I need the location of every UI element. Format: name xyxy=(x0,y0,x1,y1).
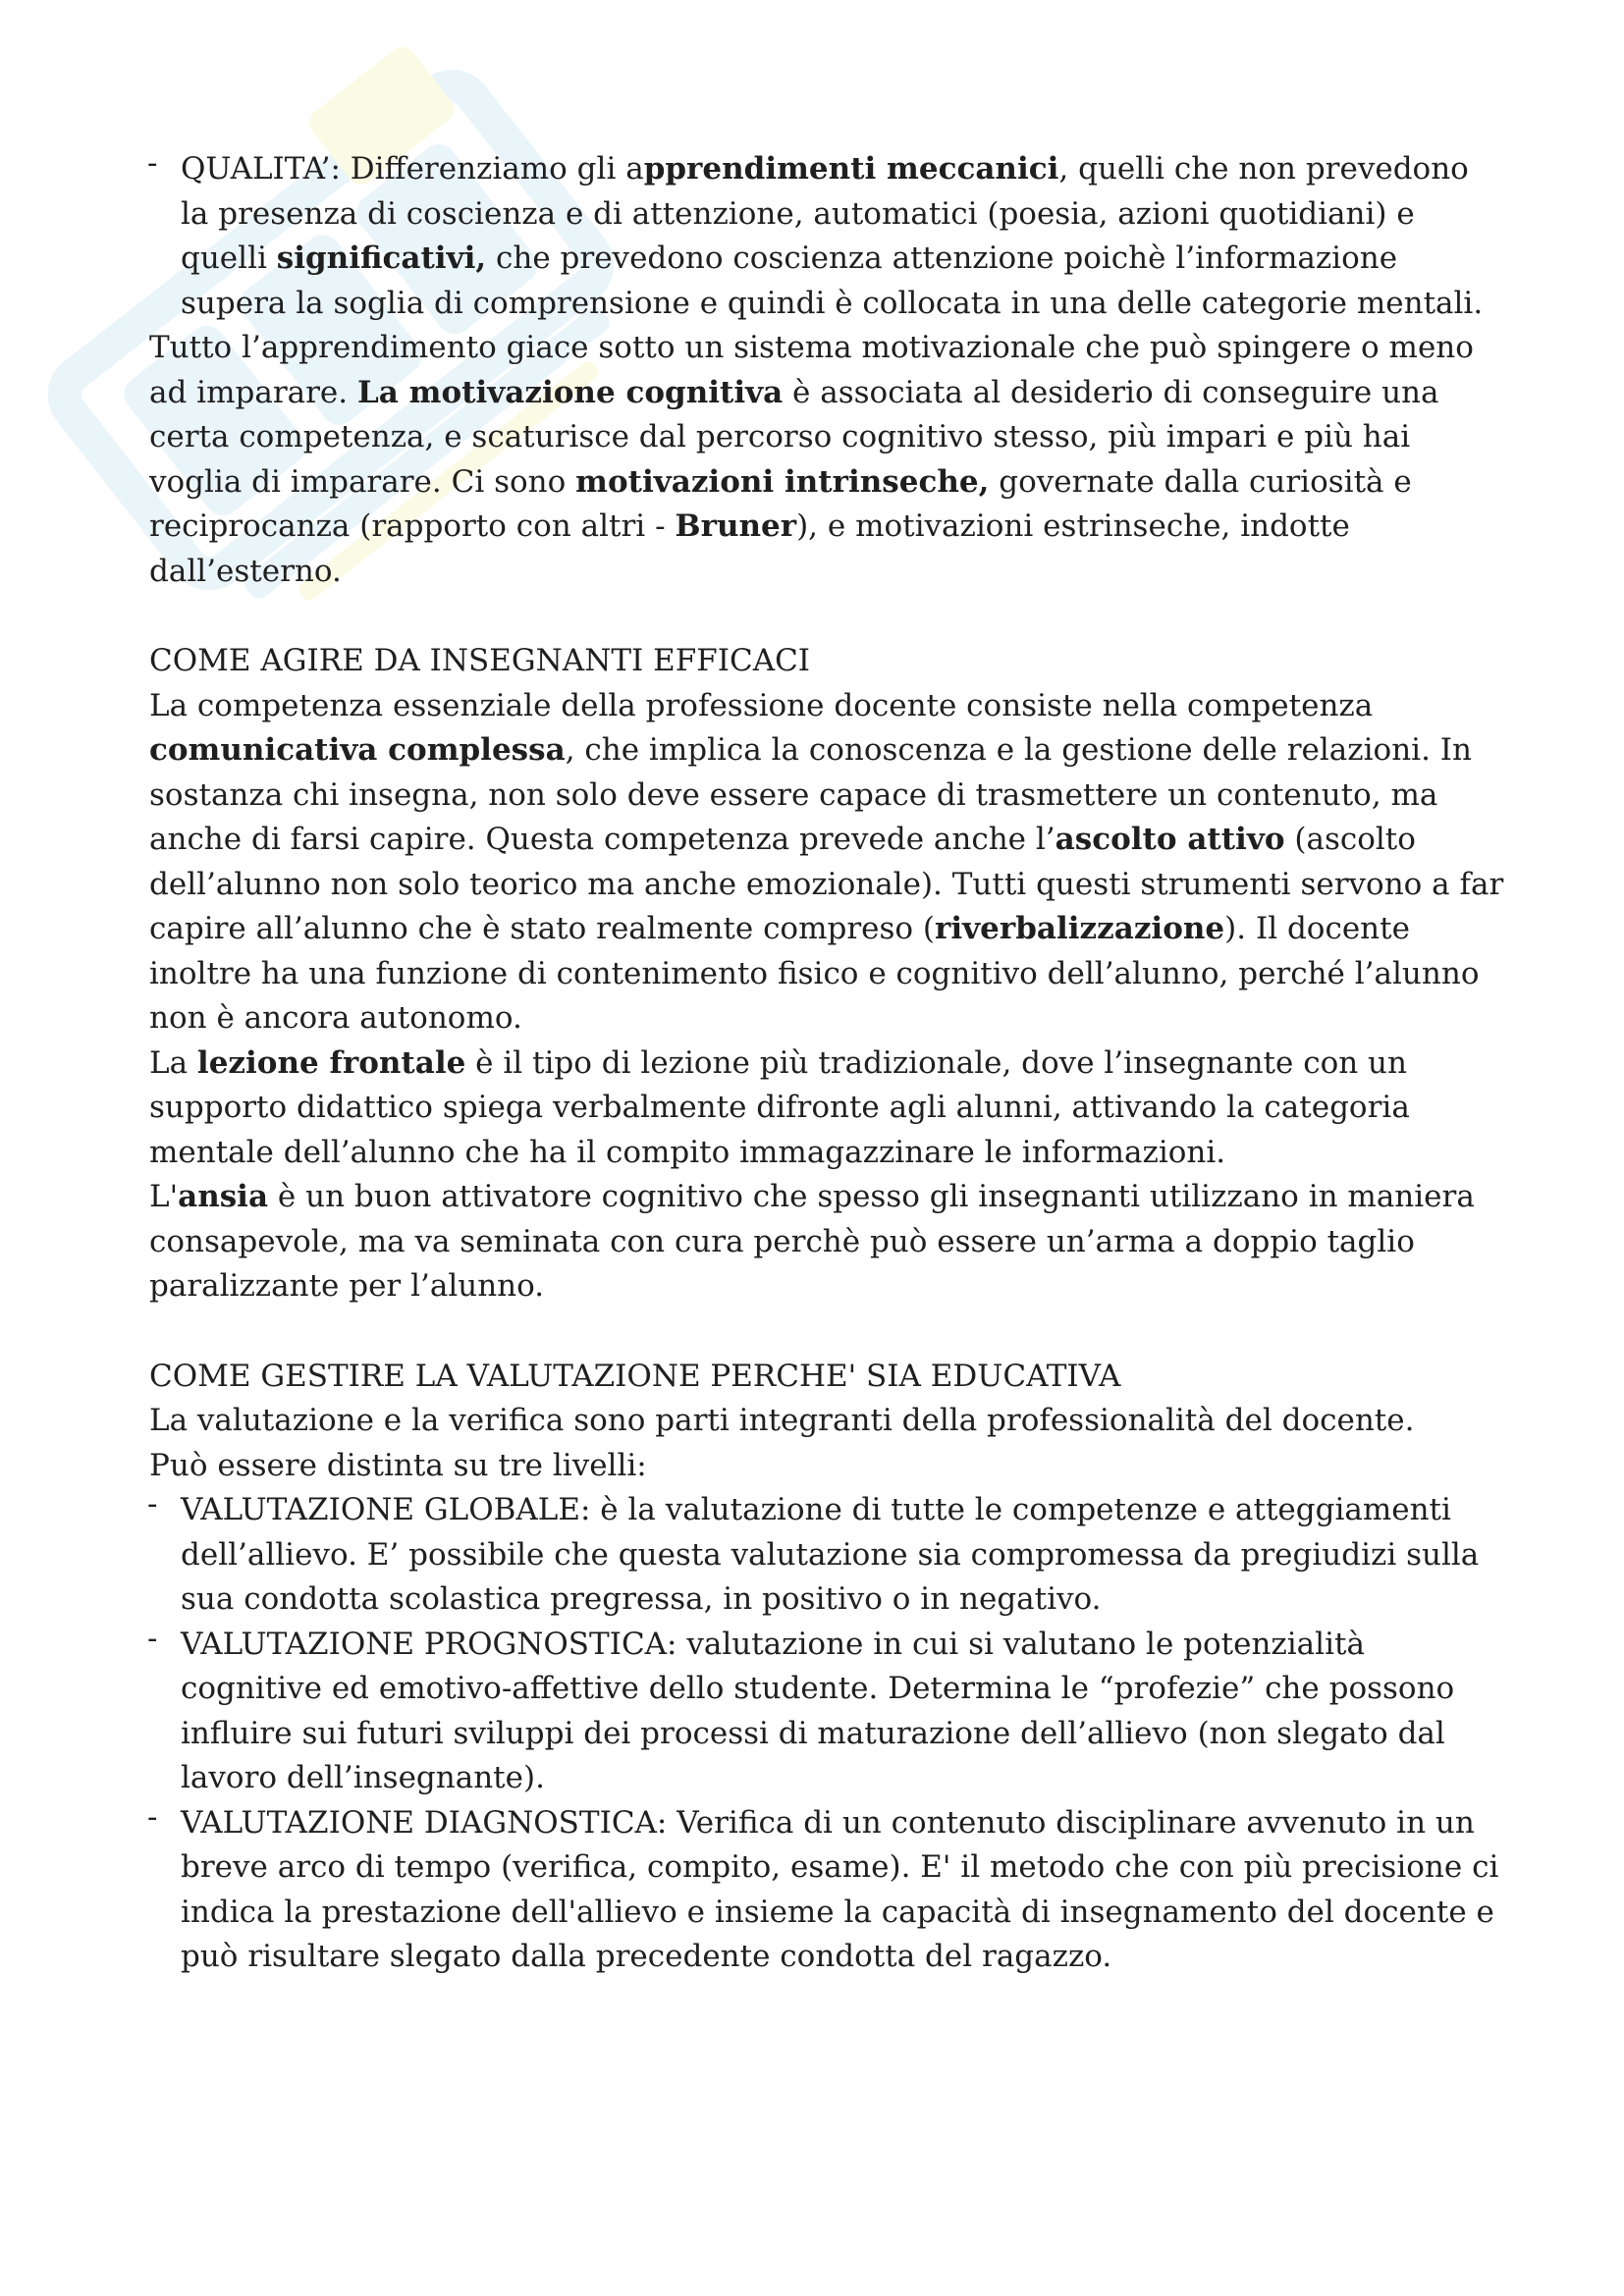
bold-term: La motivazione cognitiva xyxy=(357,374,784,410)
dash-bullet-icon: - xyxy=(147,1486,158,1522)
paragraph xyxy=(149,1399,1504,1444)
bold-term: ansia xyxy=(178,1179,269,1214)
paragraph xyxy=(149,1041,1504,1176)
text-run: che prevedono coscienza attenzione poichè l’informazione supera la soglia di comprensione e quindi è collocata in una delle categorie mentali. xyxy=(181,240,1484,321)
bold-term: Bruner xyxy=(675,508,797,544)
text-run: L' xyxy=(149,1179,179,1214)
text-run: ), e motivazioni estrinseche, indotte dall’esterno. xyxy=(149,508,1350,589)
section-spacer xyxy=(149,594,1504,639)
text-run: COME AGIRE DA INSEGNANTI EFFICACI xyxy=(149,643,811,678)
bold-term: lezione frontale xyxy=(196,1044,466,1081)
bold-term: riverbalizzazione xyxy=(935,911,1225,946)
dash-bullet-icon: - xyxy=(147,145,158,181)
paragraph xyxy=(149,1175,1504,1309)
bold-term: significativi, xyxy=(276,240,487,276)
section-spacer xyxy=(149,1309,1504,1355)
text-run: La competenza essenziale della professione docente consiste nella competenza xyxy=(149,687,1374,723)
paragraph xyxy=(149,1444,1504,1489)
text-run: , quelli che non prevedono la presenza di coscienza e di attenzione, automatici (poesia, azioni quotidiani) e quelli xyxy=(181,151,1469,276)
text-run: è associata al desiderio di conseguire una certa competenza, e scaturisce dal percorso cognitivo stesso, più impari e più hai voglia di imparare. Ci sono xyxy=(149,374,1439,500)
document-page xyxy=(149,147,1504,1980)
bullet-item xyxy=(149,1488,1504,1623)
text-run: ). Il docente inoltre ha una funzione di contenimento fisico e cognitivo dell’alunno, perché l’alunno non è ancora autonomo. xyxy=(149,911,1480,1036)
text-run: Tutto l’apprendimento giace sotto un sistema motivazionale che può spingere o meno ad imparare. xyxy=(149,330,1474,410)
paragraph xyxy=(149,326,1504,594)
bold-term: pprendimenti meccanici xyxy=(643,151,1059,187)
text-run: La valutazione e la verifica sono parti integranti della professionalità del docente. xyxy=(149,1403,1415,1438)
text-run: VALUTAZIONE GLOBALE: è la valutazione di tutte le competenze e atteggiamenti dell’allievo. E’ possibile che questa valutazione sia compromessa da pregiudizi sulla sua condotta scolastica pregressa, in positivo o in negativo. xyxy=(181,1492,1480,1617)
bold-term: comunicativa complessa xyxy=(149,732,566,768)
text-run: COME GESTIRE LA VALUTAZIONE PERCHE' SIA EDUCATIVA xyxy=(149,1358,1121,1394)
text-run: è il tipo di lezione più tradizionale, dove l’insegnante con un supporto didattico spiega verbalmente difronte agli alunni, attivando la categoria mentale dell’alunno che ha il compito immagazzinare le informazioni. xyxy=(149,1044,1410,1170)
bold-term: ascolto attivo xyxy=(1055,822,1285,857)
paragraph xyxy=(149,684,1504,1041)
section-heading xyxy=(149,639,1504,684)
bullet-item xyxy=(149,147,1504,326)
text-run: Può essere distinta su tre livelli: xyxy=(149,1447,647,1483)
text-run: VALUTAZIONE DIAGNOSTICA: Verifica di un contenuto disciplinare avvenuto in un breve arco di tempo (verifica, compito, esame). E' il metodo che con più precisione ci indica la prestazione dell'allievo e insieme la capacità di insegnamento del docente e può risultare slegato dalla precedente condotta del ragazzo. xyxy=(181,1804,1499,1974)
text-run: governate dalla curiosità e reciprocanza (rapporto con altri - xyxy=(149,463,1412,544)
text-run: VALUTAZIONE PROGNOSTICA: valutazione in cui si valutano le potenzialità cognitive ed emotivo-affettive dello studente. Determina le “profezie” che possono influire sui futuri sviluppi dei processi di maturazione dell’allievo (non slegato dal lavoro dell’insegnante). xyxy=(181,1626,1455,1795)
bullet-item xyxy=(147,1620,1504,1801)
text-run: è un buon attivatore cognitivo che spesso gli insegnanti utilizzano in maniera consapevole, ma va seminata con cura perchè può essere un’arma a doppio taglio paralizzante per l’alunno. xyxy=(149,1179,1475,1304)
dash-bullet-icon: - xyxy=(147,1798,158,1835)
text-run: (ascolto dell’alunno non solo teorico ma anche emozionale). Tutti questi strumenti servono a far capire all’alunno che è stato realmente compreso ( xyxy=(149,822,1504,946)
bold-term: motivazioni intrinseche, xyxy=(575,463,990,500)
text-run: , che implica la conoscenza e la gestione delle relazioni. In sostanza chi insegna, non solo deve essere capace di trasmettere un contenuto, ma anche di farsi capire. Questa competenza prevede anche l’ xyxy=(149,732,1472,857)
bullet-item xyxy=(147,1798,1504,1980)
section-heading xyxy=(149,1355,1504,1400)
text-run: La xyxy=(149,1044,197,1081)
text-run: QUALITA’: Differenziamo gli a xyxy=(181,151,644,187)
dash-bullet-icon: - xyxy=(147,1620,158,1656)
